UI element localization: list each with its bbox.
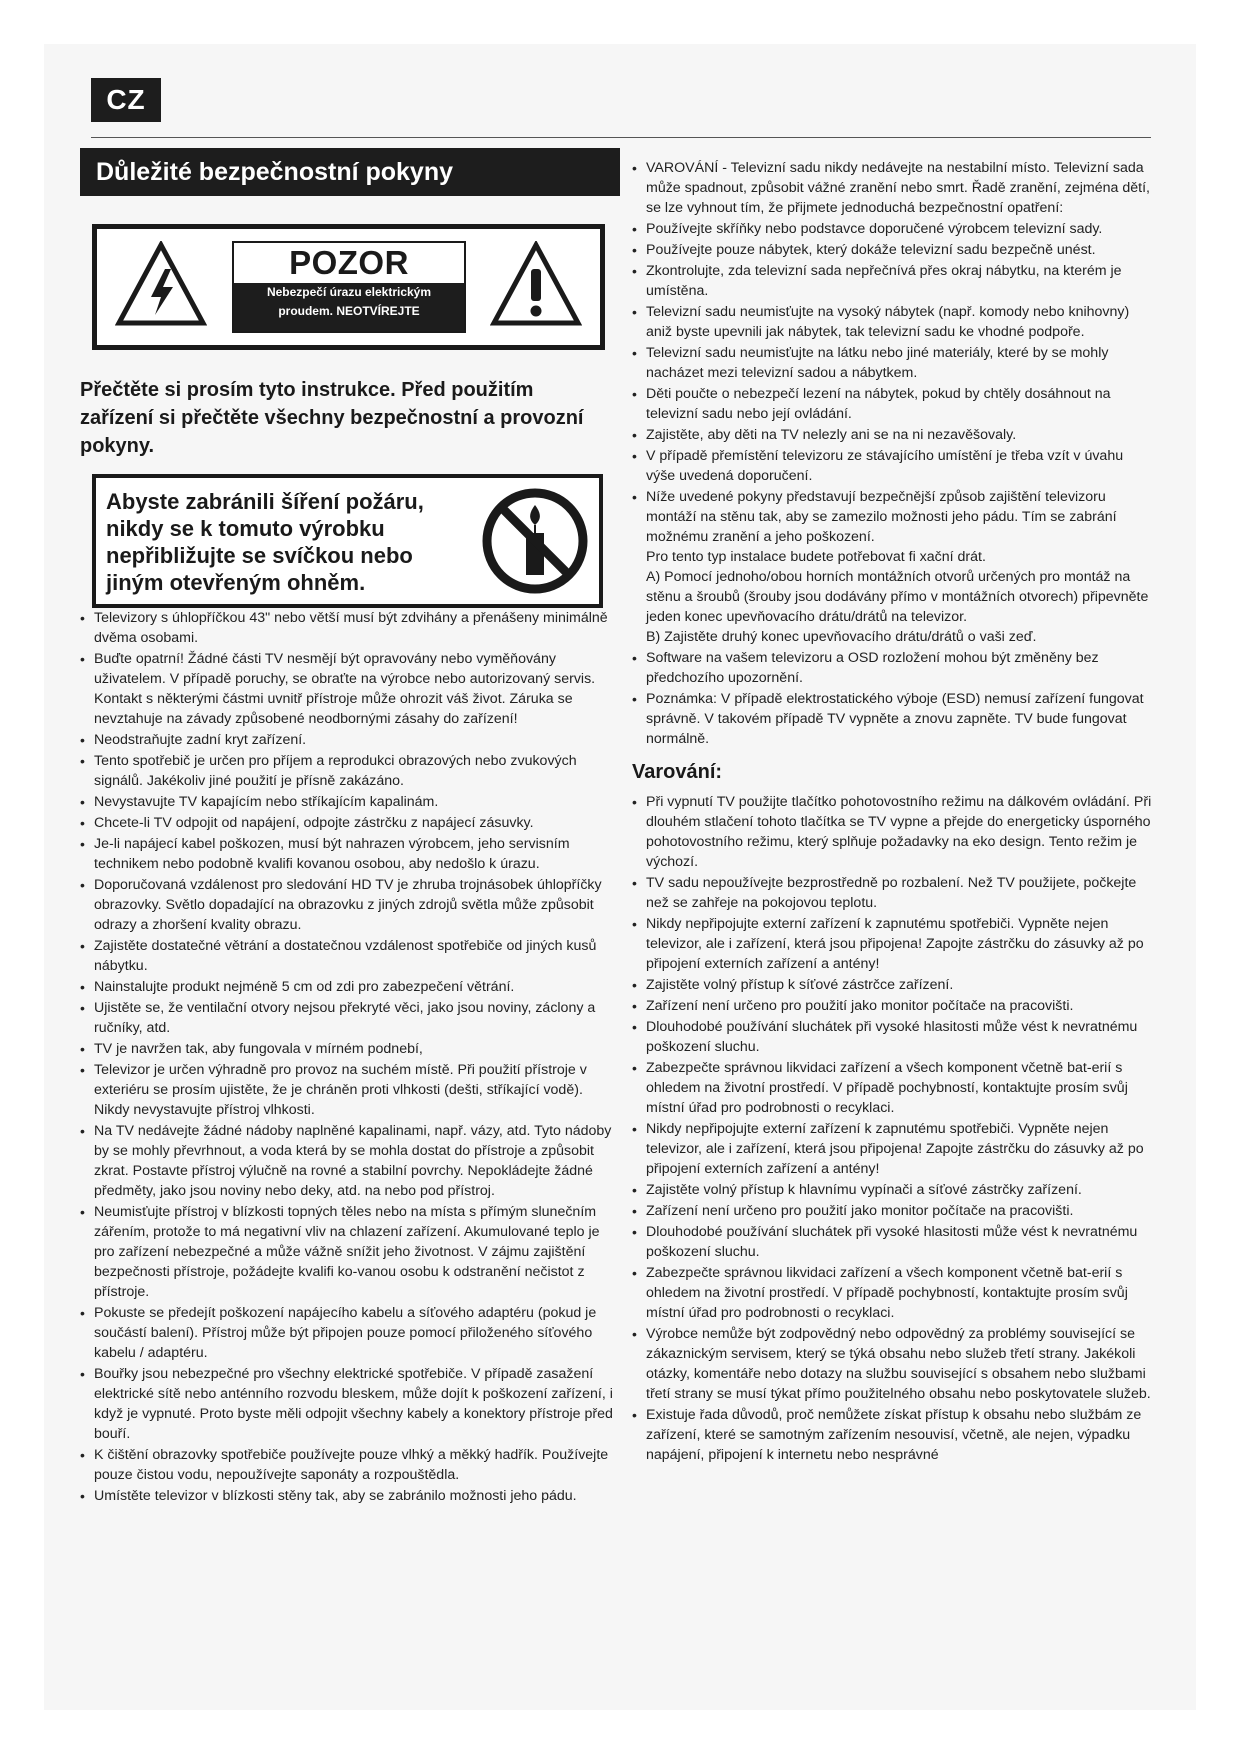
- list-item: • Zajistěte, aby děti na TV nelezly ani se na ni nezavěšovaly.: [632, 425, 1152, 445]
- list-item: • Nainstalujte produkt nejméně 5 cm od zdi pro zabezpečení větrání.: [80, 977, 620, 997]
- fire-warning-text: Abyste zabránili šíření požáru, nikdy se k tomuto výrobku nepřibližujte se svíčkou nebo jiným otevřeným ohněm.: [106, 489, 424, 595]
- list-item: • Televizor je určen výhradně pro provoz na suchém místě. Při použití přístroje v exteriéru se prosím ujistěte, že je chráněn proti vlhkosti (dešti, stříkající vodě). Nikdy nevystavujte přístroj vlhkosti.: [80, 1060, 620, 1120]
- language-badge: CZ: [91, 78, 161, 122]
- header-rule: [91, 137, 1151, 138]
- exclamation-warning-icon: [490, 241, 582, 327]
- no-candle-icon: [481, 487, 589, 595]
- list-item: • Neodstraňujte zadní kryt zařízení.: [80, 730, 620, 750]
- caution-line-2: proudem. NEOTVÍREJTE: [278, 304, 420, 318]
- caution-label: [92, 224, 605, 350]
- list-item: • Používejte pouze nábytek, který dokáže televizní sadu bezpečně unést.: [632, 240, 1152, 260]
- list-item: • Tento spotřebič je určen pro příjem a reprodukci obrazových nebo zvukových signálů. Jakékoliv jiné použití je přísně zakázáno.: [80, 751, 620, 791]
- caution-title: POZOR: [289, 244, 409, 281]
- lightning-warning-icon: [115, 241, 207, 327]
- caution-line-1: Nebezpečí úrazu elektrickým: [266, 285, 432, 299]
- list-item: • Bouřky jsou nebezpečné pro všechny elektrické spotřebiče. V případě zasažení elektrické sítě nebo anténního rozvodu bleskem, může dojít k poškození zařízení, i když je vypnuté. Proto byste měli odpojit všechny kabely a konektory přístroje před bouří.: [80, 1364, 620, 1444]
- list-item: • Ujistěte se, že ventilační otvory nejsou překryté věci, jako jsou noviny, záclony a ručníky, atd.: [80, 998, 620, 1038]
- list-item: • K čištění obrazovky spotřebiče používejte pouze vlhký a měkký hadřík. Používejte pouze čistou vodu, nepoužívejte saponáty a rozpouštědla.: [80, 1445, 620, 1485]
- list-item: • Zajistěte dostatečné větrání a dostatečnou vzdálenost spotřebiče od jiných kusů nábytku.: [80, 936, 620, 976]
- list-item: • Nikdy nepřipojujte externí zařízení k zapnutému spotřebiči. Vypněte nejen televizor, ale i zařízení, která jsou připojena! Zapojte zástrčku do zásuvky až po připojení externích zařízení a antény!: [632, 914, 1152, 974]
- list-item: • Dlouhodobé používání sluchátek při vysoké hlasitosti může vést k nevratnému poškození sluchu.: [632, 1222, 1152, 1262]
- list-item: • Televizory s úhlopříčkou 43" nebo větší musí být zdvihány a přenášeny minimálně dvěma osobami.: [80, 608, 620, 648]
- read-instructions-notice: Přečtěte si prosím tyto instrukce. Před použitím zařízení si přečtěte všechny bezpečnostní a provozní pokyny.: [80, 379, 584, 457]
- safety-list-right: [632, 158, 1152, 749]
- warnings-list: [632, 792, 1152, 1465]
- caution-panel: [232, 241, 466, 333]
- safety-list-left: [80, 608, 620, 1506]
- list-item: • Umístěte televizor v blízkosti stěny tak, aby se zabránilo možnosti jeho pádu.: [80, 1486, 620, 1506]
- list-item: • VAROVÁNÍ - Televizní sadu nikdy nedávejte na nestabilní místo. Televizní sada může spadnout, způsobit vážné zranění nebo smrt. Řadě zranění, zejména dětí, se lze vyhnout tím, že přijmete jednoduchá bezpečnostní opatření:: [632, 158, 1152, 218]
- list-item: • Používejte skříňky nebo podstavce doporučené výrobcem televizní sady.: [632, 219, 1152, 239]
- list-item: • Poznámka: V případě elektrostatického výboje (ESD) nemusí zařízení fungovat správně. V takovém případě TV vypněte a znovu zapněte. TV bude fungovat normálně.: [632, 689, 1152, 749]
- caution-subtext: [234, 283, 464, 331]
- list-item: • Výrobce nemůže být zodpovědný nebo odpovědný za problémy související se zákaznickým servisem, který se týká obsahu nebo služeb třetí strany. Jakékoli otázky, komentáře nebo dotazy na službu související s obsahem nebo službami třetí strany se musí týkat přímo použitelného obsahu nebo poskytovatele služeb.: [632, 1324, 1152, 1404]
- list-item: • Zajistěte volný přístup k síťové zástrčce zařízení.: [632, 975, 1152, 995]
- list-item: • Chcete-li TV odpojit od napájení, odpojte zástrčku z napájecí zásuvky.: [80, 813, 620, 833]
- list-item: • V případě přemístění televizoru ze stávajícího umístění je třeba vzít v úvahu výše uvedená doporučení.: [632, 446, 1152, 486]
- list-item: • Televizní sadu neumisťujte na vysoký nábytek (např. komody nebo knihovny) aniž byste upevnili jak nábytek, tak televizní sadu ke vhodné podpoře.: [632, 302, 1152, 342]
- list-item: • Dlouhodobé používání sluchátek při vysoké hlasitosti může vést k nevratnému poškození sluchu.: [632, 1017, 1152, 1057]
- list-item: • Buďte opatrní! Žádné části TV nesmějí být opravovány nebo vyměňovány uživatelem. V případě poruchy, se obraťte na výrobce nebo autorizovaný servis. Kontakt s některými částmi uvnitř přístroje může ohrozit váš život. Záruka se nevztahuje na závady způsobené neodbornými zásahy do zařízení!: [80, 649, 620, 729]
- list-item: • TV je navržen tak, aby fungovala v mírném podnebí,: [80, 1039, 620, 1059]
- list-item: • Na TV nedávejte žádné nádoby naplněné kapalinami, např. vázy, atd. Tyto nádoby by se mohly převrhnout, a voda která by se mohla dostat do přístroje a způsobit zkrat. Postavte přístroj výlučně na rovné a stabilní povrchy. Nepokládejte žádné předměty, jako jsou noviny nebo deky, atd. na nebo pod přístroj.: [80, 1121, 620, 1201]
- list-item: • Je-li napájecí kabel poškozen, musí být nahrazen výrobcem, jeho servisním technikem nebo podobně kvalifi kovanou osobou, aby nedošlo k úrazu.: [80, 834, 620, 874]
- list-item: • Doporučovaná vzdálenost pro sledování HD TV je zhruba trojnásobek úhlopříčky obrazovky. Světlo dopadající na obrazovku z jiných zdrojů světla může způsobit odrazy a zhoršení kvality obrazu.: [80, 875, 620, 935]
- wall-mount-text-1: Pro tento typ instalace budete potřebovat fi xační drát.: [646, 549, 986, 565]
- list-item: • Při vypnutí TV použijte tlačítko pohotovostního režimu na dálkovém ovládání. Při dlouhém stlačení tohoto tlačítka se TV vypne a přejde do energeticky úsporného pohotovostního režimu, který splňuje požadavky na eko design. Tento režim je výchozí.: [632, 792, 1152, 872]
- list-item: • Nevystavujte TV kapajícím nebo stříkajícím kapalinám.: [80, 792, 620, 812]
- left-column: [80, 148, 620, 1507]
- list-item: • Zabezpečte správnou likvidaci zařízení a všech komponent včetně bat-erií s ohledem na životní prostředí. V případě pochybností, kontaktujte prosím svůj místní úřad pro podrobnosti o recyklaci.: [632, 1058, 1152, 1118]
- list-item: • Software na vašem televizoru a OSD rozložení mohou být změněny bez předchozího upozornění.: [632, 648, 1152, 688]
- wall-mount-text-2: A) Pomocí jednoho/obou horních montážních otvorů určených pro montáž na stěnu a šroubů (šrouby jsou dodávány přímo v montážních otvorech) připevněte jeden konec upevňovacího drátu/drátů na televizor.: [646, 569, 1149, 625]
- list-item: • Neumisťujte přístroj v blízkosti topných těles nebo na místa s přímým slunečním zářením, protože to má negativní vliv na chlazení zařízení. Akumulované teplo je pro zařízení nebezpečné a může vážně snížit jeho životnost. V zájmu zajištění bezpečnosti přístroje, požádejte kvalifi ko-vanou osobu k odstranění nečistot z přístroje.: [80, 1202, 620, 1302]
- list-item: • Nikdy nepřipojujte externí zařízení k zapnutému spotřebiči. Vypněte nejen televizor, ale i zařízení, která jsou připojena! Zapojte zástrčku do zásuvky až po připojení externích zařízení a antény!: [632, 1119, 1152, 1179]
- list-item: • Zařízení není určeno pro použití jako monitor počítače na pracovišti.: [632, 1201, 1152, 1221]
- right-column: [632, 158, 1152, 1466]
- fire-warning-box: [92, 474, 603, 608]
- list-item: • Zabezpečte správnou likvidaci zařízení a všech komponent včetně bat-erií s ohledem na životní prostředí. V případě pochybností, kontaktujte prosím svůj místní úřad pro podrobnosti o recyklaci.: [632, 1263, 1152, 1323]
- warnings-heading: Varování:: [632, 761, 723, 783]
- list-item: • Děti poučte o nebezpečí lezení na nábytek, pokud by chtěly dosáhnout na televizní sadu nebo její ovládání.: [632, 384, 1152, 424]
- list-item: • Zařízení není určeno pro použití jako monitor počítače na pracovišti.: [632, 996, 1152, 1016]
- list-item: • Zajistěte volný přístup k hlavnímu vypínači a síťové zástrčky zařízení.: [632, 1180, 1152, 1200]
- list-item-wall-mount: [632, 487, 1152, 647]
- wall-mount-text-3: B) Zajistěte druhý konec upevňovacího drátu/drátů o vaši zeď.: [646, 629, 1037, 645]
- section-title: Důležité bezpečnostní pokyny: [80, 148, 620, 196]
- list-item: • Existuje řada důvodů, proč nemůžete získat přístup k obsahu nebo službám ze zařízení, které se samotným zařízením nesouvisí, včetně, ale nejen, výpadku napájení, připojení k internetu nebo nesprávné: [632, 1405, 1152, 1465]
- list-item: • Televizní sadu neumisťujte na látku nebo jiné materiály, které by se mohly nacházet mezi televizní sadou a nábytkem.: [632, 343, 1152, 383]
- list-item: • Zkontrolujte, zda televizní sada nepřečnívá přes okraj nábytku, na kterém je umístěna.: [632, 261, 1152, 301]
- list-item: • TV sadu nepoužívejte bezprostředně po rozbalení. Než TV použijete, počkejte než se zahřeje na pokojovou teplotu.: [632, 873, 1152, 913]
- list-item: • Pokuste se předejít poškození napájecího kabelu a síťového adaptéru (pokud je součástí balení). Přístroj může být připojen pouze pomocí přiloženého síťového kabelu / adaptéru.: [80, 1303, 620, 1363]
- wall-mount-intro: • Níže uvedené pokyny představují bezpečnější způsob zajištění televizoru montáží na stěnu tak, aby se zamezilo možnosti jeho pádu. Tím se zabrání možnému zranění a jeho poškození.: [646, 489, 1117, 545]
